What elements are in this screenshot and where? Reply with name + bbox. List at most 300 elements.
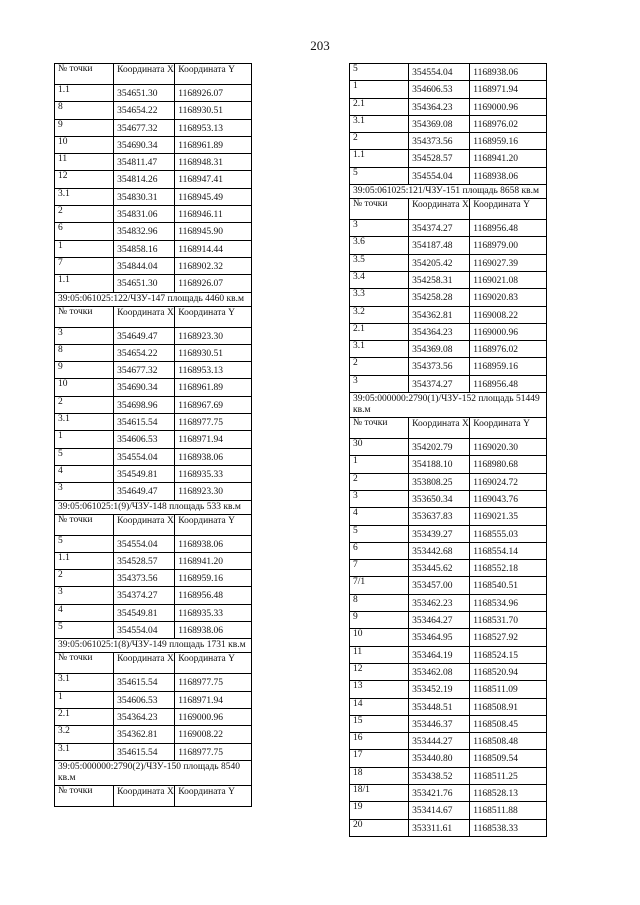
- coord-y-cell: 1168534.96: [470, 594, 547, 611]
- coord-y-cell: 1168923.30: [175, 483, 252, 500]
- point-number-cell: 3: [55, 327, 114, 344]
- coord-x-cell: 354606.53: [114, 431, 175, 448]
- point-number-cell: 20: [350, 819, 409, 836]
- coord-x-cell: 354554.04: [114, 448, 175, 465]
- right-column: [349, 63, 547, 837]
- header-cell: № точки: [55, 64, 114, 85]
- table-row: [55, 483, 252, 500]
- point-number-cell: 1.1: [55, 275, 114, 292]
- coord-x-cell: 354606.53: [409, 81, 470, 98]
- coord-y-cell: 1168961.89: [175, 379, 252, 396]
- table-row: [350, 456, 547, 473]
- coord-x-cell: 354832.96: [114, 223, 175, 240]
- header-cell: № точки: [55, 785, 114, 806]
- coord-y-cell: 1168938.06: [175, 622, 252, 639]
- point-number-cell: 5: [350, 64, 409, 81]
- coord-y-cell: 1168967.69: [175, 396, 252, 413]
- table-row: [350, 612, 547, 629]
- coord-x-cell: 353448.51: [409, 698, 470, 715]
- coord-y-cell: 1168953.13: [175, 119, 252, 136]
- point-number-cell: 10: [55, 379, 114, 396]
- left-column: [54, 63, 252, 807]
- coord-y-cell: 1168976.02: [470, 341, 547, 358]
- table-row: [55, 691, 252, 708]
- coord-y-cell: 1168959.16: [470, 133, 547, 150]
- coord-x-cell: 354649.47: [114, 327, 175, 344]
- point-number-cell: 7/1: [350, 577, 409, 594]
- point-number-cell: 2.1: [350, 98, 409, 115]
- table-row: [55, 85, 252, 102]
- coord-y-cell: 1168971.94: [175, 691, 252, 708]
- coord-y-cell: 1168538.33: [470, 819, 547, 836]
- coord-x-cell: 354369.08: [409, 341, 470, 358]
- coord-y-cell: 1168948.31: [175, 154, 252, 171]
- page-number: 203: [310, 38, 330, 53]
- coord-y-cell: 1169000.96: [470, 323, 547, 340]
- coordinates-table: [54, 652, 252, 760]
- table-row: [55, 206, 252, 223]
- point-number-cell: 1: [55, 431, 114, 448]
- header-cell: № точки: [55, 514, 114, 535]
- header-cell: Координата Y: [470, 418, 547, 439]
- point-number-cell: 9: [55, 119, 114, 136]
- point-number-cell: 3: [350, 220, 409, 237]
- table-row: [350, 323, 547, 340]
- coord-y-cell: 1168938.06: [470, 64, 547, 81]
- coord-y-cell: 1168935.33: [175, 465, 252, 482]
- coord-x-cell: 354549.81: [114, 465, 175, 482]
- point-number-cell: 16: [350, 733, 409, 750]
- header-cell: Координата X: [409, 199, 470, 220]
- point-number-cell: 12: [55, 171, 114, 188]
- coord-x-cell: 354205.42: [409, 254, 470, 271]
- coord-y-cell: 1168508.91: [470, 698, 547, 715]
- coord-y-cell: 1168959.16: [175, 570, 252, 587]
- coord-y-cell: 1169000.96: [175, 708, 252, 725]
- coord-x-cell: 354615.54: [114, 414, 175, 431]
- point-number-cell: 17: [350, 750, 409, 767]
- table-row: [350, 306, 547, 323]
- coord-y-cell: 1169020.83: [470, 289, 547, 306]
- coord-x-cell: 353444.27: [409, 733, 470, 750]
- coord-x-cell: 354830.31: [114, 188, 175, 205]
- coord-x-cell: 353421.76: [409, 784, 470, 801]
- coord-y-cell: 1168554.14: [470, 542, 547, 559]
- parcel-caption: 39:05:000000:2790(2)/ЧЗУ-150 площадь 8540 кв.м: [54, 761, 252, 785]
- coord-x-cell: 353445.62: [409, 560, 470, 577]
- coord-y-cell: 1168930.51: [175, 344, 252, 361]
- table-row: [350, 115, 547, 132]
- table-row: [350, 237, 547, 254]
- coord-x-cell: 354690.34: [114, 136, 175, 153]
- point-number-cell: 9: [55, 362, 114, 379]
- point-number-cell: 2: [55, 570, 114, 587]
- coord-y-cell: 1168977.75: [175, 674, 252, 691]
- header-cell: Координата Y: [470, 199, 547, 220]
- coord-x-cell: 353439.27: [409, 525, 470, 542]
- coord-y-cell: 1168552.18: [470, 560, 547, 577]
- point-number-cell: 5: [55, 622, 114, 639]
- point-number-cell: 11: [350, 646, 409, 663]
- point-number-cell: 3.1: [55, 674, 114, 691]
- table-header-row: [55, 653, 252, 674]
- point-number-cell: 2.1: [55, 708, 114, 725]
- header-cell: Координата X: [114, 306, 175, 327]
- point-number-cell: 1: [55, 240, 114, 257]
- point-number-cell: 2: [350, 133, 409, 150]
- coord-y-cell: 1168520.94: [470, 663, 547, 680]
- coord-x-cell: 353637.83: [409, 508, 470, 525]
- coord-x-cell: 354364.23: [409, 98, 470, 115]
- header-cell: Координата X: [114, 514, 175, 535]
- coordinates-table: [54, 63, 252, 293]
- coord-x-cell: 354364.23: [114, 708, 175, 725]
- coord-y-cell: 1168971.94: [470, 81, 547, 98]
- table-row: [350, 133, 547, 150]
- coord-y-cell: 1169043.76: [470, 490, 547, 507]
- table-row: [350, 289, 547, 306]
- coord-y-cell: 1168971.94: [175, 431, 252, 448]
- coord-y-cell: 1169021.08: [470, 271, 547, 288]
- point-number-cell: 15: [350, 715, 409, 732]
- coord-x-cell: 354554.04: [114, 535, 175, 552]
- point-number-cell: 3: [55, 483, 114, 500]
- coord-x-cell: 354373.56: [409, 133, 470, 150]
- table-row: [350, 220, 547, 237]
- point-number-cell: 7: [55, 257, 114, 274]
- coord-y-cell: 1169024.72: [470, 473, 547, 490]
- coord-y-cell: 1168945.90: [175, 223, 252, 240]
- point-number-cell: 3: [350, 375, 409, 392]
- table-row: [55, 414, 252, 431]
- coord-y-cell: 1168508.45: [470, 715, 547, 732]
- coord-y-cell: 1168938.06: [470, 167, 547, 184]
- coord-x-cell: 354374.27: [409, 220, 470, 237]
- table-row: [350, 646, 547, 663]
- table-row: [350, 490, 547, 507]
- point-number-cell: 3.2: [350, 306, 409, 323]
- coord-y-cell: 1168941.20: [175, 552, 252, 569]
- header-cell: № точки: [350, 199, 409, 220]
- coord-x-cell: 354528.57: [114, 552, 175, 569]
- table-row: [55, 379, 252, 396]
- table-row: [55, 465, 252, 482]
- coord-x-cell: 354654.22: [114, 344, 175, 361]
- point-number-cell: 2: [55, 206, 114, 223]
- header-cell: Координата Y: [175, 653, 252, 674]
- coord-y-cell: 1169021.35: [470, 508, 547, 525]
- table-row: [55, 327, 252, 344]
- header-cell: № точки: [55, 653, 114, 674]
- coord-x-cell: 354698.96: [114, 396, 175, 413]
- coord-x-cell: 354374.27: [409, 375, 470, 392]
- table-row: [350, 525, 547, 542]
- table-row: [350, 341, 547, 358]
- coord-y-cell: 1168511.09: [470, 681, 547, 698]
- point-number-cell: 2: [350, 473, 409, 490]
- point-number-cell: 10: [55, 136, 114, 153]
- table-row: [350, 819, 547, 836]
- table-row: [55, 708, 252, 725]
- coord-x-cell: 354554.04: [409, 167, 470, 184]
- table-row: [350, 715, 547, 732]
- point-number-cell: 6: [55, 223, 114, 240]
- coord-x-cell: 353311.61: [409, 819, 470, 836]
- coord-y-cell: 1168923.30: [175, 327, 252, 344]
- table-row: [350, 681, 547, 698]
- coord-x-cell: 353464.27: [409, 612, 470, 629]
- point-number-cell: 5: [350, 167, 409, 184]
- table-row: [350, 150, 547, 167]
- header-cell: Координата Y: [175, 306, 252, 327]
- coord-x-cell: 354364.23: [409, 323, 470, 340]
- table-row: [55, 431, 252, 448]
- coord-x-cell: 354649.47: [114, 483, 175, 500]
- table-row: [55, 188, 252, 205]
- coord-x-cell: 354651.30: [114, 85, 175, 102]
- table-row: [350, 750, 547, 767]
- point-number-cell: 12: [350, 663, 409, 680]
- header-cell: Координата X: [409, 418, 470, 439]
- coord-x-cell: 354554.04: [114, 622, 175, 639]
- coord-x-cell: 354187.48: [409, 237, 470, 254]
- coord-y-cell: 1168540.51: [470, 577, 547, 594]
- table-row: [55, 257, 252, 274]
- coord-x-cell: 353414.67: [409, 802, 470, 819]
- table-row: [55, 570, 252, 587]
- table-header-row: [55, 785, 252, 806]
- parcel-caption: 39:05:061025:1(9)/ЧЗУ-148 площадь 533 кв.м: [54, 501, 252, 514]
- table-header-row: [350, 418, 547, 439]
- point-number-cell: 9: [350, 612, 409, 629]
- table-header-row: [55, 306, 252, 327]
- table-row: [350, 698, 547, 715]
- coord-x-cell: 354369.08: [409, 115, 470, 132]
- point-number-cell: 11: [55, 154, 114, 171]
- table-row: [55, 674, 252, 691]
- header-cell: Координата Y: [175, 785, 252, 806]
- coord-y-cell: 1168980.68: [470, 456, 547, 473]
- table-row: [55, 344, 252, 361]
- point-number-cell: 8: [55, 344, 114, 361]
- table-row: [55, 119, 252, 136]
- point-number-cell: 5: [350, 525, 409, 542]
- point-number-cell: 3.1: [55, 414, 114, 431]
- coord-x-cell: 354814.26: [114, 171, 175, 188]
- coord-y-cell: 1168946.11: [175, 206, 252, 223]
- coord-y-cell: 1168935.33: [175, 604, 252, 621]
- table-row: [350, 271, 547, 288]
- coord-x-cell: 354362.81: [409, 306, 470, 323]
- point-number-cell: 30: [350, 439, 409, 456]
- coord-x-cell: 354651.30: [114, 275, 175, 292]
- coord-y-cell: 1168979.00: [470, 237, 547, 254]
- coord-y-cell: 1168555.03: [470, 525, 547, 542]
- coord-y-cell: 1168902.32: [175, 257, 252, 274]
- table-row: [55, 240, 252, 257]
- coord-y-cell: 1168956.48: [175, 587, 252, 604]
- point-number-cell: 18/1: [350, 784, 409, 801]
- table-row: [55, 535, 252, 552]
- table-row: [350, 542, 547, 559]
- coord-y-cell: 1168511.25: [470, 767, 547, 784]
- coord-x-cell: 354690.34: [114, 379, 175, 396]
- coord-y-cell: 1169008.22: [470, 306, 547, 323]
- coord-x-cell: 353440.80: [409, 750, 470, 767]
- coord-x-cell: 354362.81: [114, 726, 175, 743]
- point-number-cell: 3.1: [350, 115, 409, 132]
- table-row: [350, 167, 547, 184]
- point-number-cell: 3.2: [55, 726, 114, 743]
- coord-y-cell: 1168956.48: [470, 375, 547, 392]
- point-number-cell: 8: [55, 102, 114, 119]
- table-row: [55, 396, 252, 413]
- point-number-cell: 4: [55, 604, 114, 621]
- header-cell: Координата X: [114, 64, 175, 85]
- coord-x-cell: 353464.95: [409, 629, 470, 646]
- coord-y-cell: 1168941.20: [470, 150, 547, 167]
- header-cell: № точки: [350, 418, 409, 439]
- table-row: [350, 663, 547, 680]
- header-cell: Координата Y: [175, 514, 252, 535]
- coordinates-table: [349, 417, 547, 837]
- coord-x-cell: 353446.37: [409, 715, 470, 732]
- point-number-cell: 4: [55, 465, 114, 482]
- coord-y-cell: 1168509.54: [470, 750, 547, 767]
- header-cell: Координата Y: [175, 64, 252, 85]
- table-row: [55, 154, 252, 171]
- coord-x-cell: 353464.19: [409, 646, 470, 663]
- table-row: [350, 473, 547, 490]
- coord-y-cell: 1168938.06: [175, 448, 252, 465]
- coord-x-cell: 354654.22: [114, 102, 175, 119]
- coord-x-cell: 354844.04: [114, 257, 175, 274]
- coord-y-cell: 1168947.41: [175, 171, 252, 188]
- table-row: [350, 784, 547, 801]
- table-row: [350, 508, 547, 525]
- coord-x-cell: 353438.52: [409, 767, 470, 784]
- coord-y-cell: 1169008.22: [175, 726, 252, 743]
- table-row: [350, 594, 547, 611]
- coord-y-cell: 1169020.30: [470, 439, 547, 456]
- point-number-cell: 1.1: [55, 85, 114, 102]
- point-number-cell: 3: [55, 587, 114, 604]
- point-number-cell: 8: [350, 594, 409, 611]
- table-row: [55, 223, 252, 240]
- table-row: [55, 726, 252, 743]
- coord-y-cell: 1169000.96: [470, 98, 547, 115]
- header-cell: Координата X: [114, 785, 175, 806]
- coord-x-cell: 353442.68: [409, 542, 470, 559]
- header-cell: Координата X: [114, 653, 175, 674]
- coord-x-cell: 353457.00: [409, 577, 470, 594]
- point-number-cell: 19: [350, 802, 409, 819]
- point-number-cell: 5: [55, 535, 114, 552]
- table-header-row: [55, 514, 252, 535]
- table-row: [350, 64, 547, 81]
- coord-x-cell: 354811.47: [114, 154, 175, 171]
- coord-y-cell: 1168527.92: [470, 629, 547, 646]
- coord-x-cell: 353808.25: [409, 473, 470, 490]
- coord-y-cell: 1169027.39: [470, 254, 547, 271]
- coordinates-table: [349, 63, 547, 185]
- table-row: [350, 98, 547, 115]
- table-row: [350, 629, 547, 646]
- point-number-cell: 3: [350, 490, 409, 507]
- coord-y-cell: 1168961.89: [175, 136, 252, 153]
- table-header-row: [55, 64, 252, 85]
- table-row: [55, 448, 252, 465]
- table-row: [55, 275, 252, 292]
- coord-x-cell: 353650.34: [409, 490, 470, 507]
- coord-y-cell: 1168926.07: [175, 85, 252, 102]
- coord-y-cell: 1168959.16: [470, 358, 547, 375]
- table-row: [55, 552, 252, 569]
- point-number-cell: 18: [350, 767, 409, 784]
- table-row: [350, 577, 547, 594]
- coord-x-cell: 354831.06: [114, 206, 175, 223]
- coordinates-table: [54, 514, 252, 640]
- point-number-cell: 1.1: [55, 552, 114, 569]
- coord-x-cell: 354373.56: [409, 358, 470, 375]
- coordinates-table: [54, 785, 252, 807]
- table-row: [55, 743, 252, 760]
- coord-x-cell: 354549.81: [114, 604, 175, 621]
- point-number-cell: 2: [350, 358, 409, 375]
- table-row: [55, 604, 252, 621]
- coord-y-cell: 1168956.48: [470, 220, 547, 237]
- coord-y-cell: 1168930.51: [175, 102, 252, 119]
- coord-x-cell: 353462.08: [409, 663, 470, 680]
- table-row: [350, 802, 547, 819]
- point-number-cell: 6: [350, 542, 409, 559]
- table-row: [55, 171, 252, 188]
- coord-x-cell: 354615.54: [114, 743, 175, 760]
- coord-x-cell: 354188.10: [409, 456, 470, 473]
- parcel-caption: 39:05:000000:2790(1)/ЧЗУ-152 площадь 51449 кв.м: [349, 393, 547, 417]
- coord-x-cell: 354528.57: [409, 150, 470, 167]
- coord-y-cell: 1168531.70: [470, 612, 547, 629]
- table-row: [55, 362, 252, 379]
- coord-x-cell: 354677.32: [114, 119, 175, 136]
- coord-y-cell: 1168976.02: [470, 115, 547, 132]
- point-number-cell: 13: [350, 681, 409, 698]
- point-number-cell: 3.3: [350, 289, 409, 306]
- table-row: [55, 587, 252, 604]
- coord-y-cell: 1168938.06: [175, 535, 252, 552]
- point-number-cell: 1: [55, 691, 114, 708]
- table-row: [350, 733, 547, 750]
- table-row: [350, 439, 547, 456]
- point-number-cell: 2.1: [350, 323, 409, 340]
- coord-y-cell: 1168511.88: [470, 802, 547, 819]
- table-row: [350, 375, 547, 392]
- coord-x-cell: 354258.31: [409, 271, 470, 288]
- table-row: [55, 136, 252, 153]
- coord-y-cell: 1168524.15: [470, 646, 547, 663]
- parcel-caption: 39:05:061025:121/ЧЗУ-151 площадь 8658 кв.м: [349, 185, 547, 198]
- coordinates-table: [349, 198, 547, 393]
- point-number-cell: 1.1: [350, 150, 409, 167]
- point-number-cell: 3.4: [350, 271, 409, 288]
- coord-x-cell: 353462.23: [409, 594, 470, 611]
- point-number-cell: 10: [350, 629, 409, 646]
- point-number-cell: 3.1: [55, 743, 114, 760]
- coord-y-cell: 1168926.07: [175, 275, 252, 292]
- table-row: [350, 254, 547, 271]
- point-number-cell: 3.1: [350, 341, 409, 358]
- coord-y-cell: 1168508.48: [470, 733, 547, 750]
